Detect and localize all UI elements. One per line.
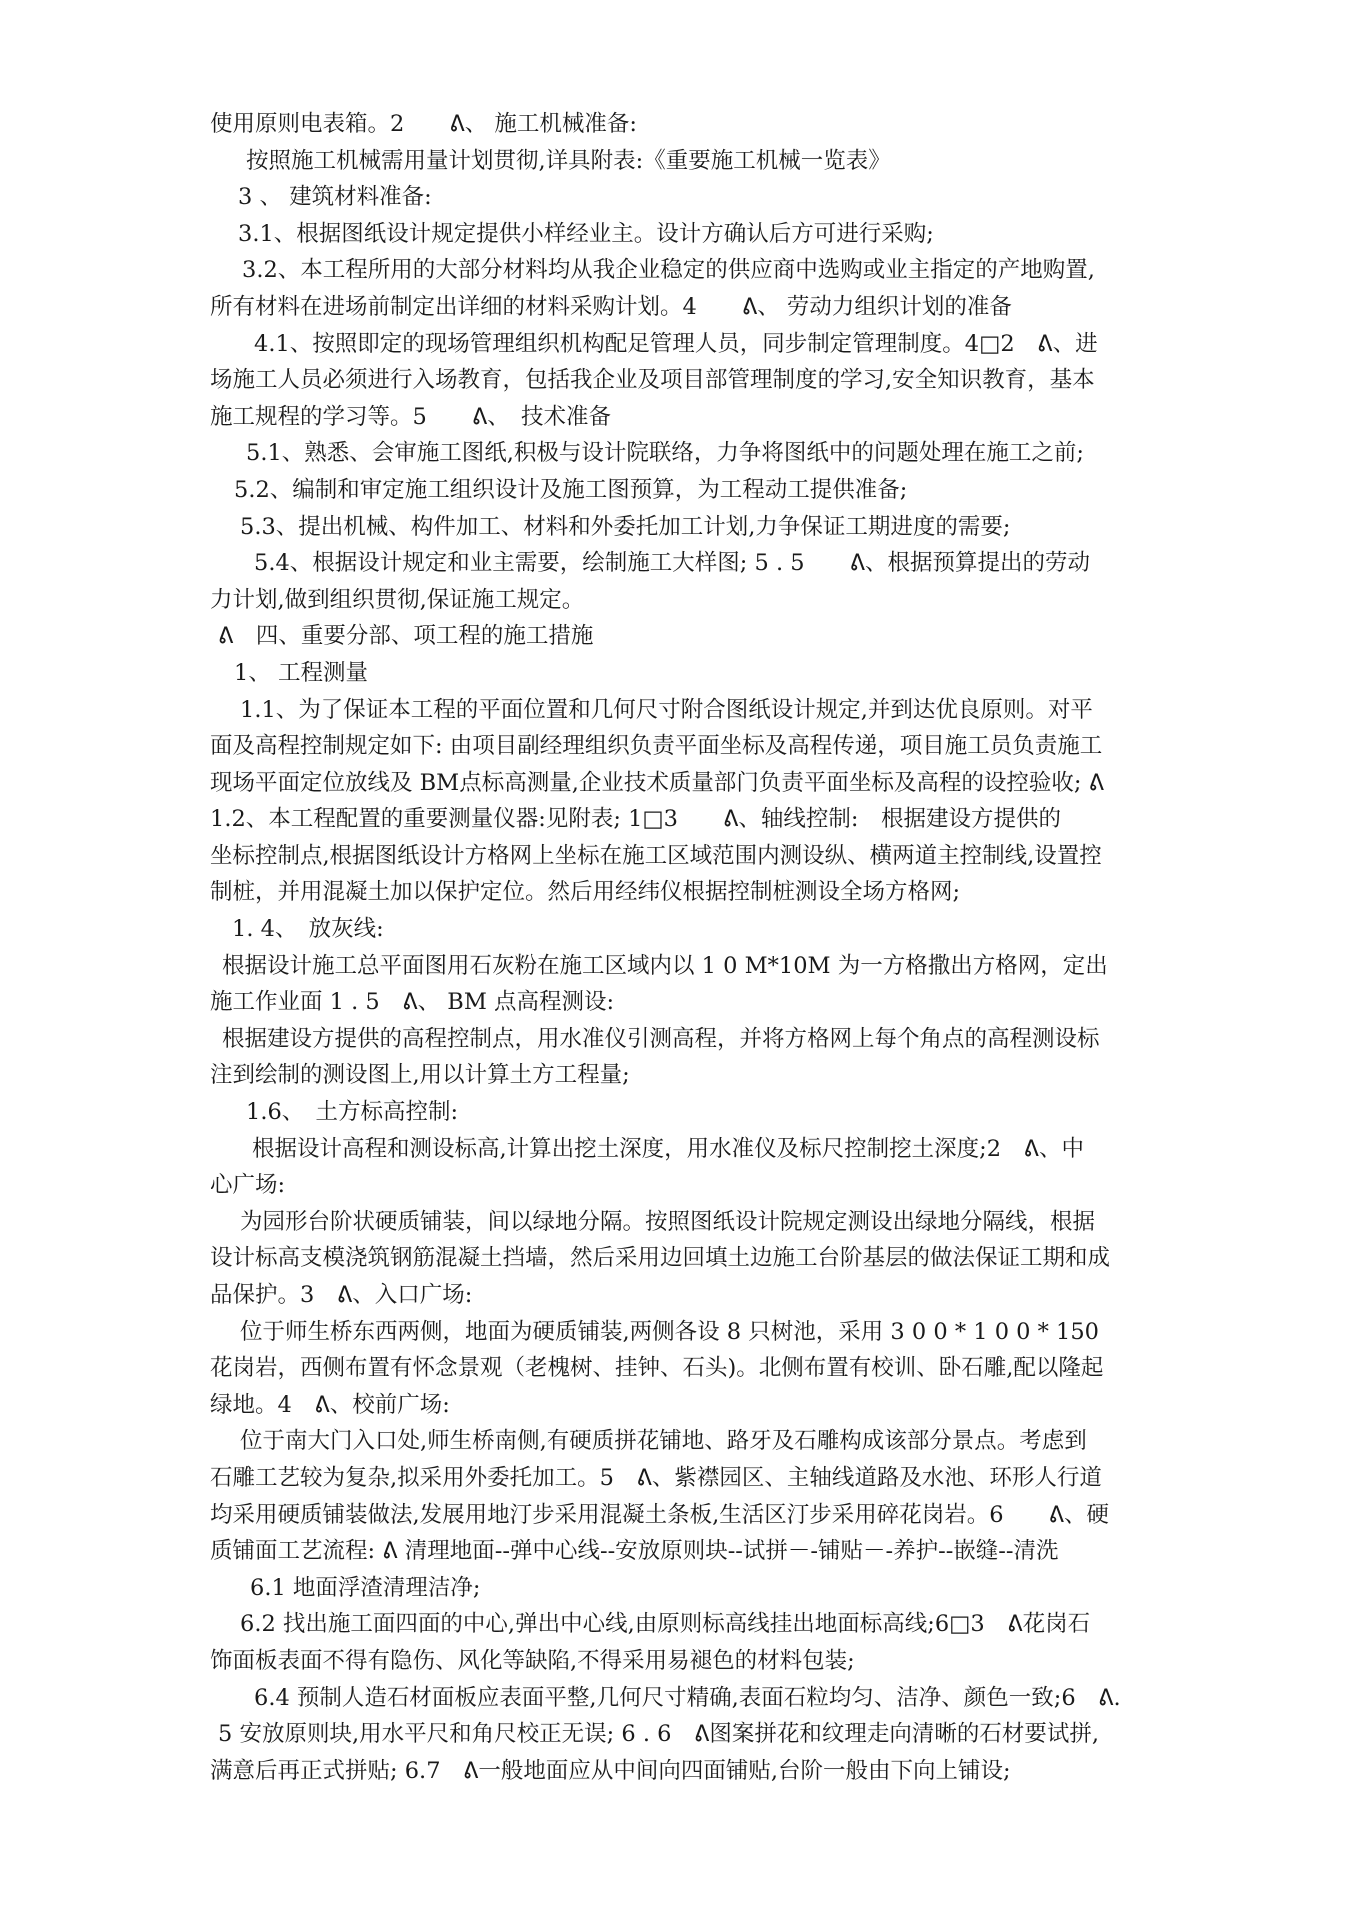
text-line-content: 为园形台阶状硬质铺装，间以绿地分隔。按照图纸设计院规定测设出绿地分隔线，根据 (240, 1208, 1096, 1235)
text-line-content: 施工规程的学习等。5 ᕕ、 技术准备 (210, 403, 611, 430)
text-line-content: 力计划,做到组织贯彻,保证施工规定。 (210, 586, 585, 613)
text-line-content: 5 安放原则块,用水平尺和角尺校正无误; 6 . 6 ᕕ图案拼花和纹理走向清晰的石材要试拼, (218, 1721, 1099, 1748)
text-line-content: 1.2、本工程配置的重要测量仪器:见附表; 1□3 ᕕ、轴线控制: 根据建设方提供的 (210, 806, 1061, 833)
text-line-content: ᕕ 四、重要分部、项工程的施工措施 (218, 623, 594, 650)
text-line (210, 1314, 1170, 1351)
text-line-content: 花岗岩，西侧布置有怀念景观（老槐树、挂钟、石头)。北侧布置有校训、卧石雕,配以隆起 (210, 1355, 1104, 1382)
text-line (210, 1643, 1170, 1680)
text-line-content: 根据设计高程和测设标高,计算出挖土深度，用水准仪及标尺控制挖土深度;2 ᕕ、中 (252, 1135, 1084, 1162)
text-line-content: 6.1 地面浮渣清理洁净; (250, 1574, 481, 1601)
text-line (210, 692, 1170, 729)
text-line-content: 根据建设方提供的高程控制点，用水准仪引测高程，并将方格网上每个角点的高程测设标 (222, 1025, 1100, 1052)
text-line-content: 位于南大门入口处,师生桥南侧,有硬质拼花铺地、路牙及石雕构成该部分景点。考虑到 (240, 1428, 1087, 1455)
text-line (210, 984, 1170, 1021)
text-line-content: 按照施工机械需用量计划贯彻,详具附表:《重要施工机械一览表》 (246, 147, 891, 174)
text-line (210, 1277, 1170, 1314)
text-line (210, 545, 1170, 582)
text-line (210, 911, 1170, 948)
text-line (210, 362, 1170, 399)
text-line-content: 绿地。4 ᕕ、校前广场: (210, 1391, 450, 1418)
text-line-content: 1.6、 土方标高控制: (246, 1099, 459, 1126)
text-line-content: 石雕工艺较为复杂,拟采用外委托加工。5 ᕕ、紫襟园区、主轴线道路及水池、环形人行道 (210, 1464, 1102, 1491)
text-line (210, 1680, 1170, 1717)
text-line (210, 143, 1170, 180)
text-line (210, 801, 1170, 838)
text-line (210, 1387, 1170, 1424)
text-line (210, 1533, 1170, 1570)
text-line-content: 3.1、根据图纸设计规定提供小样经业主。设计方确认后方可进行采购; (238, 220, 934, 247)
text-line (210, 179, 1170, 216)
text-line-content: 注到绘制的测设图上,用以计算土方工程量; (210, 1062, 630, 1089)
text-line-content: 1、 工程测量 (234, 659, 368, 686)
text-line (210, 1131, 1170, 1168)
text-line (210, 728, 1170, 765)
text-line (210, 1021, 1170, 1058)
text-line (210, 1167, 1170, 1204)
text-line-content: 坐标控制点,根据图纸设计方格网上坐标在施工区域范围内测设纵、横两道主控制线,设置控 (210, 842, 1102, 869)
text-line (210, 435, 1170, 472)
text-line-content: 心广场: (210, 1172, 286, 1199)
text-line (210, 582, 1170, 619)
document-body (210, 106, 1170, 1789)
text-line-content: 饰面板表面不得有隐伤、风化等缺陷,不得采用易褪色的材料包装; (210, 1647, 855, 1674)
text-line (210, 1204, 1170, 1241)
text-line (210, 216, 1170, 253)
text-line-content: 施工作业面 1 . 5 ᕕ、 BM 点高程测设: (210, 989, 615, 1016)
text-line-content: 5.3、提出机械、构件加工、材料和外委托加工计划,力争保证工期进度的需要; (240, 513, 1011, 540)
text-line (210, 472, 1170, 509)
text-line (210, 399, 1170, 436)
text-line-content: 4.1、按照即定的现场管理组织机构配足管理人员，同步制定管理制度。4□2 ᕕ、进 (254, 330, 1098, 357)
text-line-content: 均采用硬质铺装做法,发展用地汀步采用混凝土条板,生活区汀步采用碎花岗岩。6 ᕕ、硬 (210, 1501, 1110, 1528)
text-line (210, 765, 1170, 802)
text-line-content: 3.2、本工程所用的大部分材料均从我企业稳定的供应商中选购或业主指定的产地购置, (242, 257, 1095, 284)
text-line (210, 1057, 1170, 1094)
text-line (210, 1240, 1170, 1277)
text-line (210, 1350, 1170, 1387)
text-line-content: 面及高程控制规定如下: 由项目副经理组织负责平面坐标及高程传递，项目施工员负责施工 (210, 733, 1103, 760)
text-line (210, 1423, 1170, 1460)
text-line (210, 106, 1170, 143)
text-line (210, 1094, 1170, 1131)
text-line-content: 品保护。3 ᕕ、入口广场: (210, 1282, 473, 1308)
text-line (210, 1716, 1170, 1753)
text-line-content: 设计标高支模浇筑钢筋混凝土挡墙，然后采用边回填土边施工台阶基层的做法保证工期和成 (210, 1245, 1111, 1272)
text-line (210, 252, 1170, 289)
text-line (210, 874, 1170, 911)
text-line (210, 1570, 1170, 1607)
text-line-content: 6.4 预制人造石材面板应表面平整,几何尺寸精确,表面石粒均匀、洁净、颜色一致;6 ᕕ. (254, 1684, 1121, 1711)
text-line-content: 5.2、编制和审定施工组织设计及施工图预算，为工程动工提供准备; (234, 476, 908, 503)
text-line (210, 655, 1170, 692)
text-line-content: 1. 4、 放灰线: (232, 916, 384, 943)
text-line-content: 使用原则电表箱。2 ᕕ、 施工机械准备: (210, 111, 637, 137)
text-line (210, 509, 1170, 546)
text-line-content: 1.1、为了保证本工程的平面位置和几何尺寸附合图纸设计规定,并到达优良原则。对平 (240, 696, 1093, 723)
text-line-content: 满意后再正式拼贴; 6.7 ᕕ一般地面应从中间向四面铺贴,台阶一般由下向上铺设; (210, 1757, 1011, 1784)
text-line-content: 场施工人员必须进行入场教育，包括我企业及项目部管理制度的学习,安全知识教育，基本 (210, 367, 1095, 394)
text-line (210, 326, 1170, 363)
text-line (210, 1753, 1170, 1790)
text-line-content: 5.1、熟悉、会审施工图纸,积极与设计院联络，力争将图纸中的问题处理在施工之前; (246, 440, 1085, 467)
text-line-content: 现场平面定位放线及 BM点标高测量,企业技术质量部门负责平面坐标及高程的设控验收; ᕕ (210, 769, 1105, 796)
text-line-content: 质铺面工艺流程: ᕕ 清理地面--弹中心线--安放原则块--试拼－-铺贴－-养护--嵌缝--清洗 (210, 1538, 1059, 1565)
text-line (210, 838, 1170, 875)
text-line-content: 制桩，并用混凝土加以保护定位。然后用经纬仪根据控制桩测设全场方格网; (210, 879, 961, 906)
text-line (210, 1460, 1170, 1497)
text-line (210, 289, 1170, 326)
text-line-content: 位于师生桥东西两侧，地面为硬质铺装,两侧各设 8 只树池，采用 3 0 0 * 1 0 0 * 150 (240, 1318, 1099, 1345)
text-line-content: 6.2 找出施工面四面的中心,弹出中心线,由原则标高线挂出地面标高线;6□3 ᕕ花岗石 (240, 1611, 1091, 1638)
text-line (210, 948, 1170, 985)
text-line (210, 1497, 1170, 1534)
text-line-content: 5.4、根据设计规定和业主需要，绘制施工大样图; 5 . 5 ᕕ、根据预算提出的劳动 (254, 550, 1090, 577)
text-line (210, 1606, 1170, 1643)
text-line-content: 根据设计施工总平面图用石灰粉在施工区域内以 1 0 M*10M 为一方格撒出方格网，定出 (222, 952, 1108, 979)
text-line (210, 618, 1170, 655)
text-line-content: 所有材料在进场前制定出详细的材料采购计划。4 ᕕ、 劳动力组织计划的准备 (210, 293, 1012, 320)
text-line-content: 3 、 建筑材料准备: (238, 184, 432, 211)
